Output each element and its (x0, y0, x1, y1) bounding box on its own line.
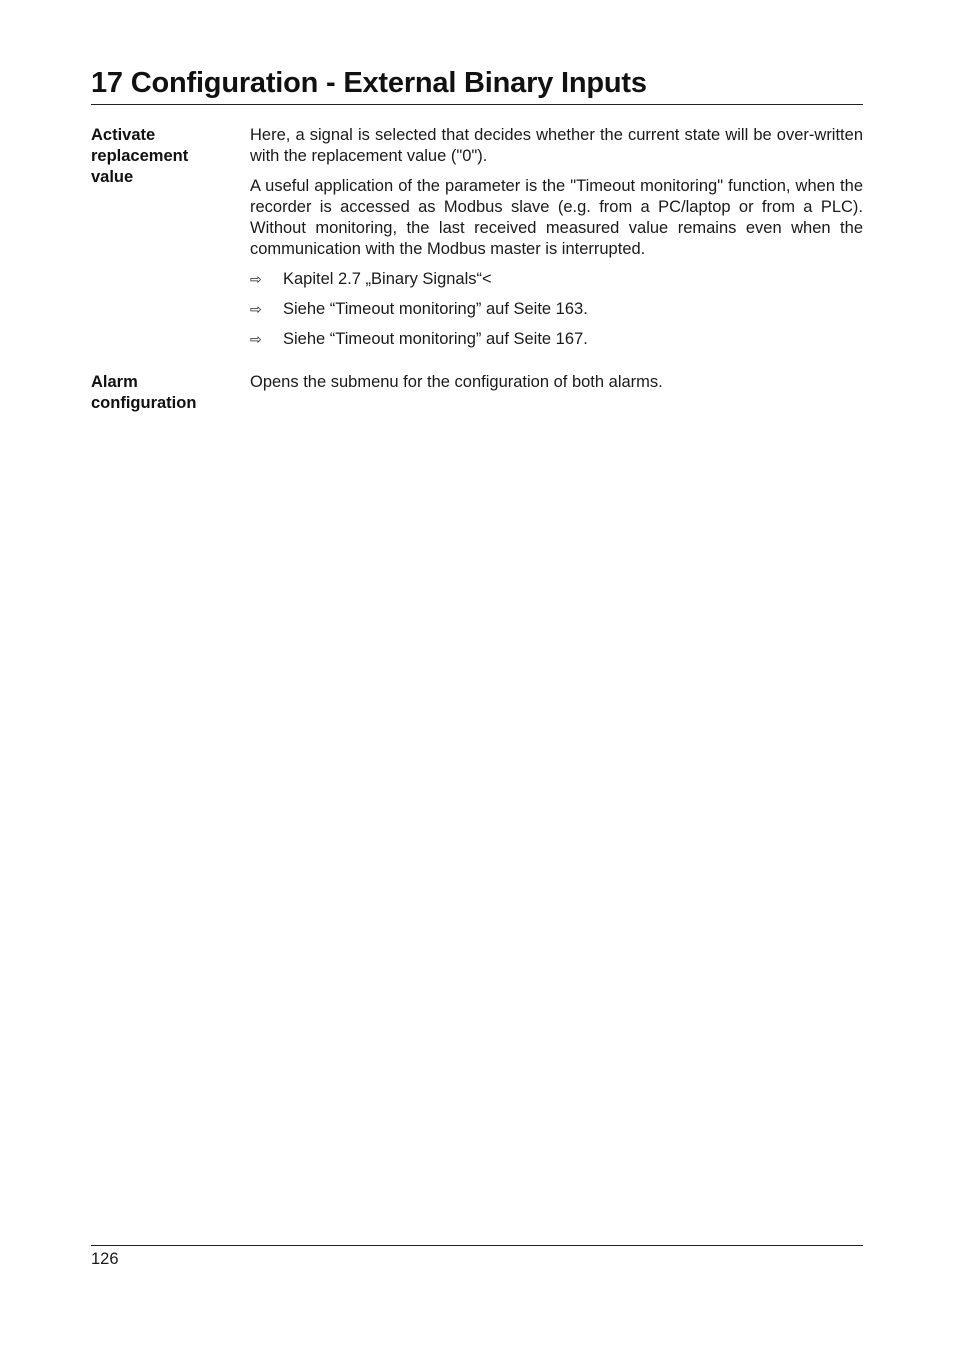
page-title: 17 Configuration - External Binary Inputs (91, 67, 647, 99)
section-alarm-configuration (91, 372, 863, 422)
description-paragraph: Here, a signal is selected that decides whether the current state will be over-written with the replacement value ("0"). (250, 126, 863, 165)
arrow-right-icon: ⇨ (250, 301, 262, 317)
title-divider (91, 104, 863, 105)
arrow-right-icon: ⇨ (250, 331, 262, 347)
description-activate-replacement-value (250, 125, 863, 359)
footer-divider (91, 1245, 863, 1246)
term-line: replacement (91, 147, 189, 165)
cross-reference-binary-signals[interactable] (250, 269, 863, 290)
cross-reference-timeout-163[interactable] (250, 299, 863, 320)
term-line: value (91, 168, 134, 186)
term-activate-replacement-value (91, 125, 241, 188)
cross-reference-text[interactable]: Siehe “Timeout monitoring” auf Seite 163. (283, 300, 588, 318)
term-alarm-configuration (91, 372, 241, 414)
cross-reference-text[interactable]: Kapitel 2.7 „Binary Signals“< (283, 270, 492, 288)
cross-reference-timeout-167[interactable] (250, 329, 863, 350)
description-paragraph: A useful application of the parameter is the "Timeout monitoring" function, when the recorder is accessed as Modbus slave (e.g. from a PC/laptop or from a PLC). Without monitoring, the last received measured value remains even when the communication with the Modbus master is interrupted. (250, 177, 863, 258)
arrow-right-icon: ⇨ (250, 271, 262, 287)
description-paragraph: Opens the submenu for the configuration of both alarms. (250, 373, 663, 391)
term-line: Activate (91, 126, 156, 144)
page-number: 126 (91, 1250, 119, 1268)
description-alarm-configuration (250, 372, 863, 402)
section-activate-replacement-value (91, 125, 863, 360)
cross-reference-text[interactable]: Siehe “Timeout monitoring” auf Seite 167. (283, 330, 588, 348)
term-line: Alarm (91, 373, 138, 391)
term-line: configuration (91, 394, 197, 412)
